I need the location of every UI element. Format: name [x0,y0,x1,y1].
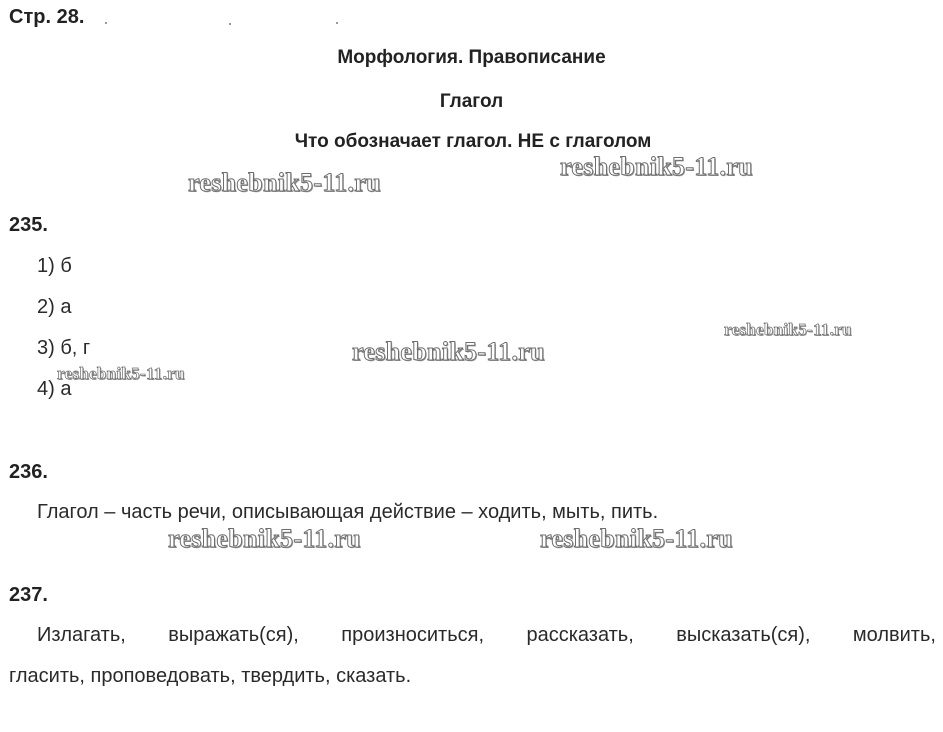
task-answer-line: гласить, проповедовать, твердить, сказать. [9,665,412,687]
word: высказать(ся), [676,624,811,646]
watermark: reshebnik5-11.ru [540,524,733,553]
watermark: reshebnik5-11.ru [352,337,545,366]
watermark: reshebnik5-11.ru [168,524,361,553]
watermark: reshebnik5-11.ru [57,364,185,383]
lesson-heading: Что обозначает глагол. НЕ с глаголом [294,131,652,152]
watermark: reshebnik5-11.ru [560,152,753,181]
task-answer-line [37,624,936,647]
word: выражать(ся), [168,624,299,646]
answer-item: 1) б [37,255,72,277]
word: молвить, [852,624,936,646]
scan-speck [336,22,338,24]
page-label: Стр. 28. [9,6,85,28]
scan-speck [229,23,231,25]
section-heading: Морфология. Правописание [337,47,606,68]
watermark: reshebnik5-11.ru [724,320,852,339]
watermark: reshebnik5-11.ru [188,168,381,197]
task-answer-text: Глагол – часть речи, описывающая действие – ходить, мыть, пить. [37,501,659,523]
topic-heading: Глагол [439,91,504,112]
word: произноситься, [341,624,485,646]
word: рассказать, [526,624,634,646]
answer-item: 3) б, г [37,337,91,359]
scan-speck [105,22,107,24]
word: Излагать, [37,624,126,646]
task-number: 236. [9,461,48,483]
answer-item: 2) а [37,296,72,318]
task-number: 237. [9,584,48,606]
answer-item: 4) а [37,378,72,400]
task-number: 235. [9,214,48,236]
